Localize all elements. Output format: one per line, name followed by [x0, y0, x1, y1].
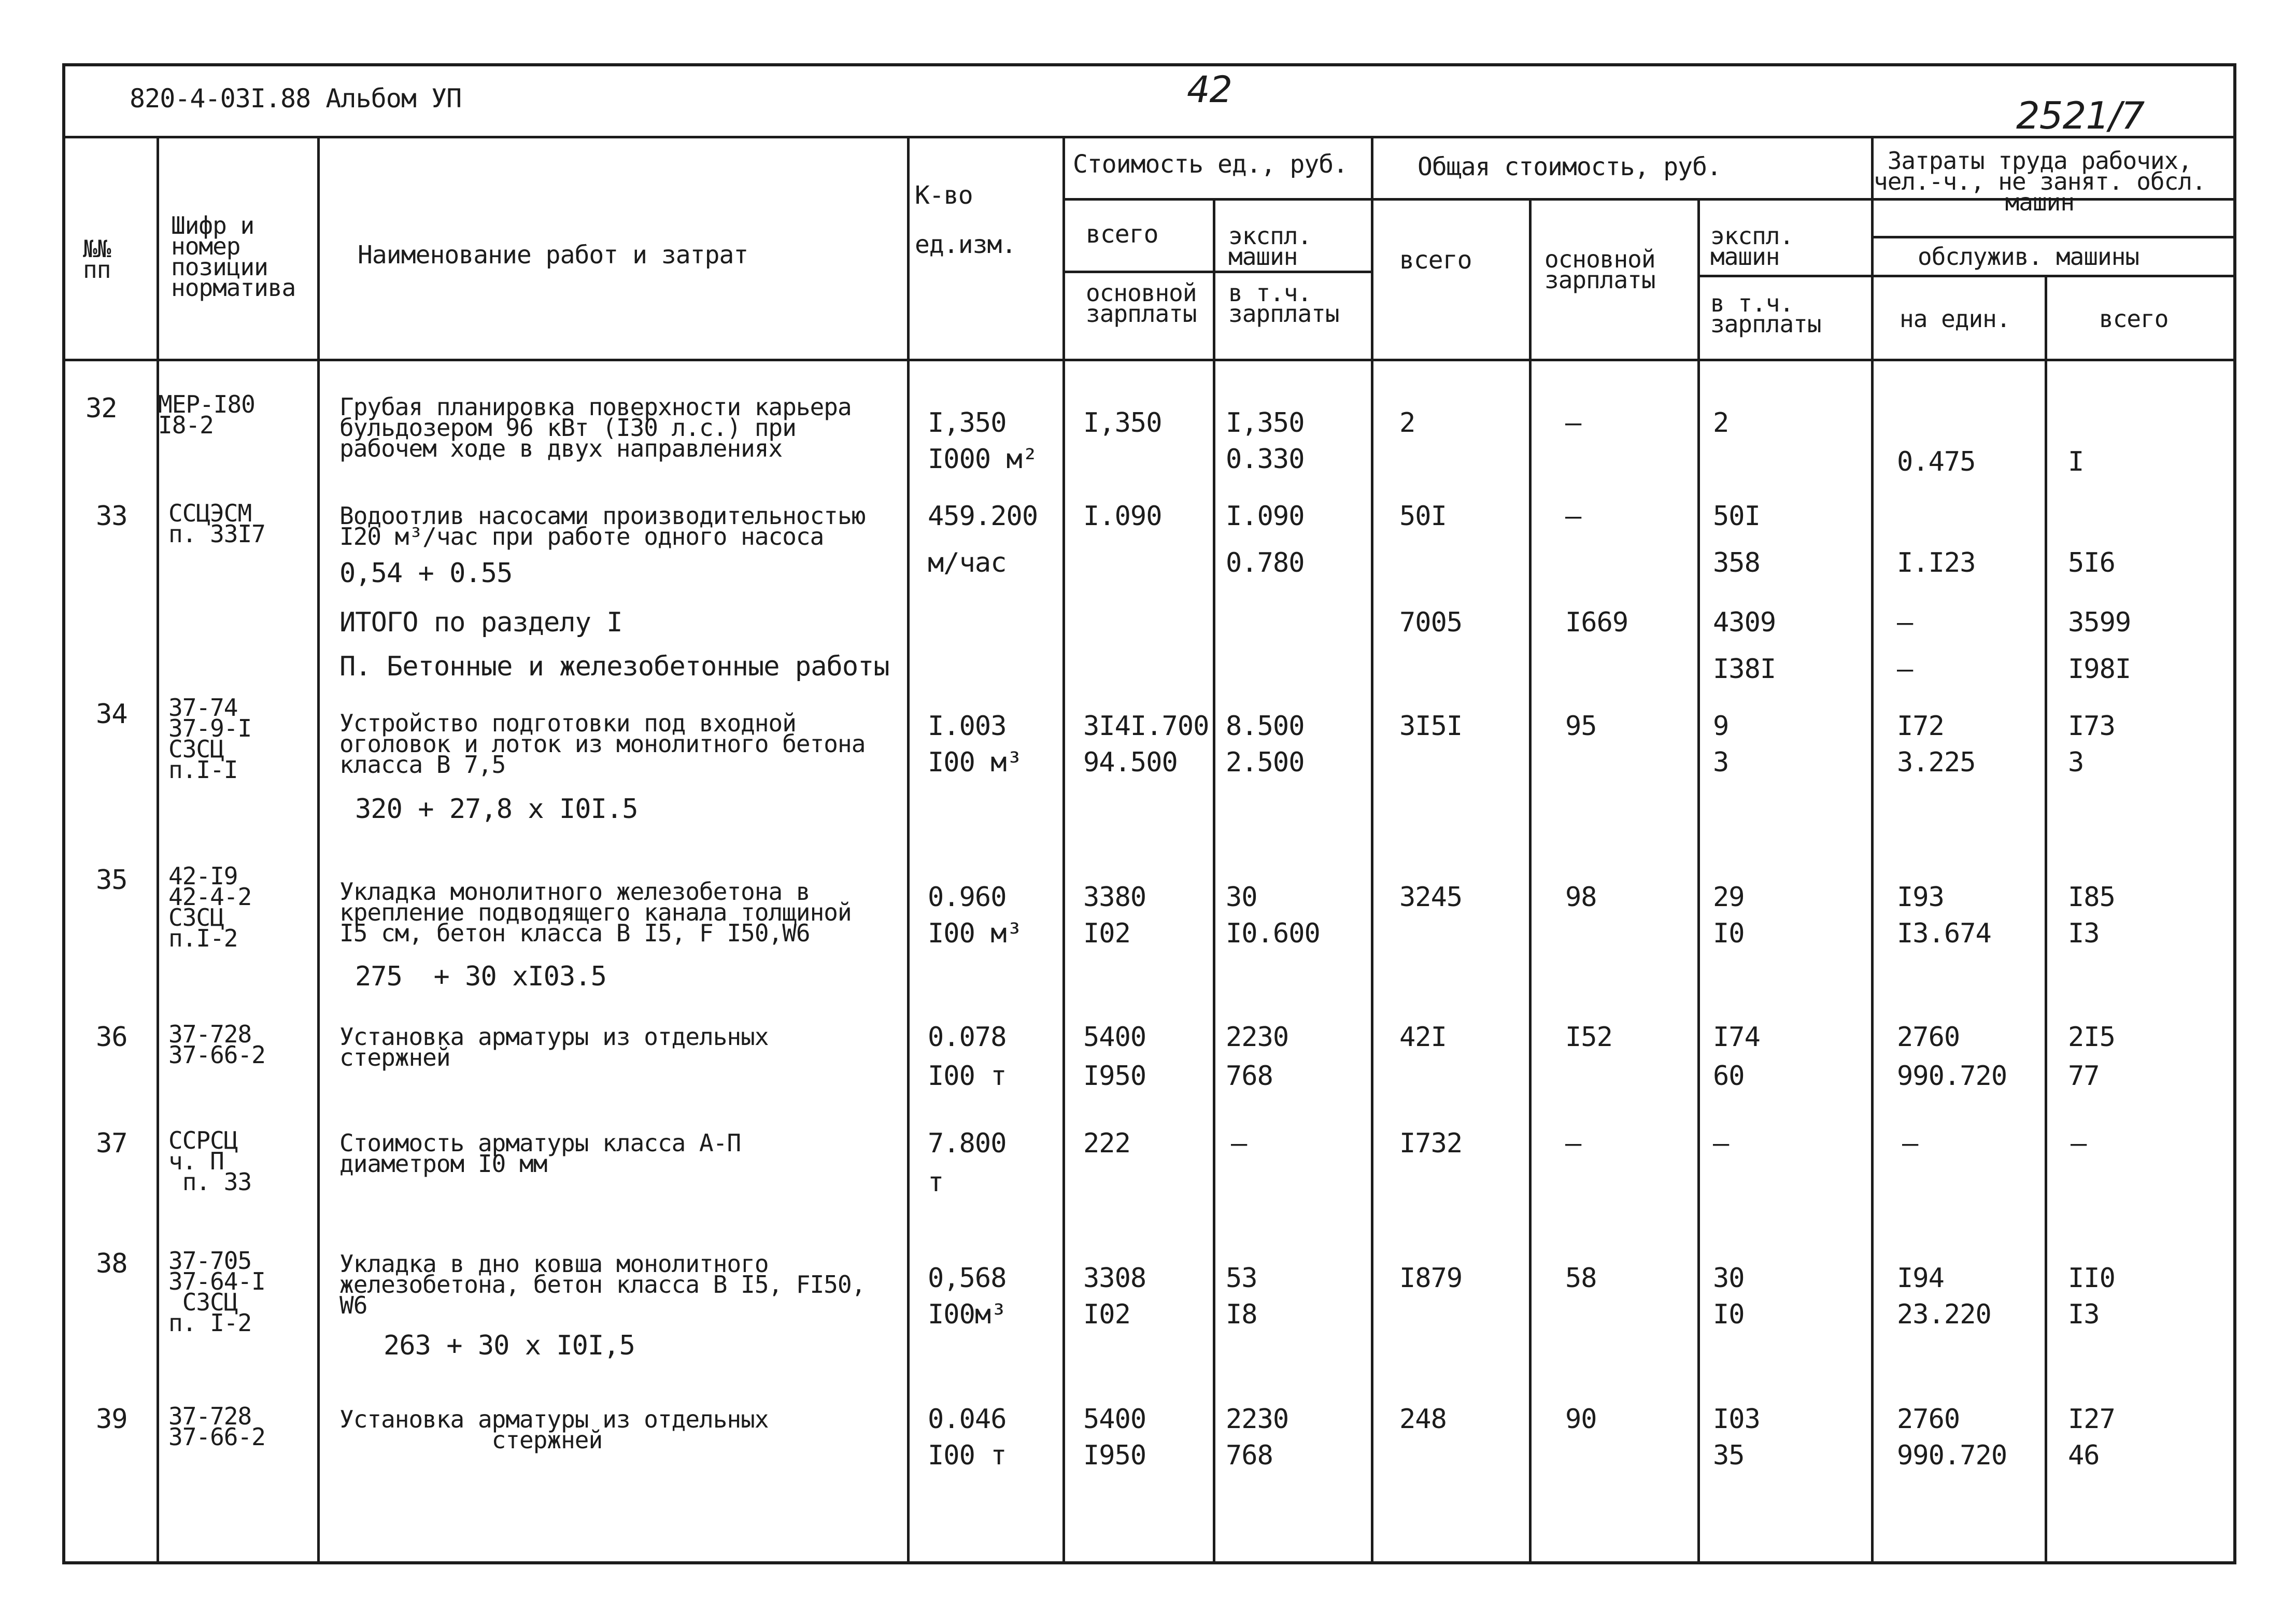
row-num: 32: [86, 393, 117, 424]
row-unit-salary: I02: [1083, 918, 1130, 949]
header-unit-mach: экспл. машин: [1228, 222, 1312, 271]
row-num: 39: [96, 1404, 127, 1435]
row-unit-total: 222: [1083, 1128, 1130, 1159]
row-labor-unit: 2760: [1897, 1022, 1960, 1053]
row-labor-unit: –: [1902, 1128, 1918, 1159]
row-code: 37-728 37-66-2: [168, 1020, 265, 1069]
row-unit-mach: 53: [1226, 1263, 1257, 1294]
row-qty: 0.078: [928, 1022, 1007, 1053]
header-name: Наименование работ и затрат: [358, 241, 748, 270]
row-total: 42I: [1399, 1022, 1447, 1053]
row-num: 35: [96, 865, 127, 896]
row-labor-total: II0: [2068, 1263, 2115, 1294]
row-labor-total-2: 3: [2068, 747, 2084, 778]
row-labor-unit: 0.475: [1897, 446, 1976, 477]
row-total-basic: I669: [1565, 607, 1628, 638]
row-unit: I00 м³: [928, 918, 1022, 949]
row-total: 3245: [1399, 882, 1463, 913]
row-total: 50I: [1399, 501, 1447, 532]
header-unit-cost: Стоимость ед., руб.: [1073, 150, 1348, 179]
row-num: 37: [96, 1128, 127, 1159]
row-unit-mach-sal: I8: [1226, 1299, 1257, 1330]
row-total-mach: 29: [1713, 882, 1745, 913]
row-unit-mach: I,350: [1226, 407, 1305, 439]
row-total-mach: 50I: [1713, 501, 1760, 532]
header-total-cost: Общая стоимость, руб.: [1418, 152, 1721, 181]
section-heading: П. Бетонные и железобетонные работы: [339, 651, 889, 682]
header-total-basic: основной зарплаты: [1544, 245, 1655, 294]
row-labor-total: I98I: [2068, 654, 2131, 685]
row-labor-total-2: 77: [2068, 1061, 2100, 1092]
row-labor-total-2: I3: [2068, 1299, 2100, 1330]
row-unit: I00 т: [928, 1440, 1007, 1471]
row-labor-unit: I94: [1897, 1263, 1944, 1294]
row-total-basic: 95: [1565, 711, 1597, 742]
row-code: 42-I9 42-4-2 СЗСЦ п.I-2: [168, 862, 252, 952]
row-num: 38: [96, 1248, 127, 1279]
row-total: I732: [1399, 1128, 1463, 1159]
row-name: Стоимость арматуры класса А-П диаметром I0 мм: [339, 1129, 741, 1178]
row-unit-mach-sal: I0.600: [1226, 918, 1320, 949]
row-unit-salary: I950: [1083, 1440, 1146, 1471]
header-labor-per-unit: на един.: [1900, 305, 2010, 333]
header-labor: Затраты труда рабочих, чел.-ч., не занят. обсл. машин: [1874, 147, 2206, 216]
row-labor-unit-2: 990.720: [1897, 1061, 2007, 1092]
row-num: 34: [96, 699, 127, 730]
header-unit-total: всего: [1086, 220, 1158, 249]
row-code: МЕР-I80 I8-2: [158, 390, 255, 439]
row-labor-total: I73: [2068, 711, 2115, 742]
row-name: Установка арматуры из отдельных стержней: [339, 1405, 769, 1454]
row-unit: I000 м²: [928, 444, 1038, 475]
row-qty: 0.960: [928, 882, 1007, 913]
row-total-basic: 98: [1565, 882, 1597, 913]
row-unit-mach: 2230: [1226, 1022, 1289, 1053]
row-name: Водоотлив насосами производительностью I20 м³/час при работе одного насоса: [339, 502, 866, 550]
row-total-basic: 58: [1565, 1263, 1597, 1294]
header-total-mach-sal: в т.ч. зарплаты: [1710, 289, 1821, 338]
row-formula: 320 + 27,8 x I0I.5: [355, 794, 638, 825]
row-labor-unit: –: [1897, 607, 1913, 638]
row-qty: 459.200: [928, 501, 1038, 532]
handwritten-ref: 2521/7: [2016, 94, 2145, 137]
header-total-mach: экспл. машин: [1710, 222, 1794, 271]
row-total-mach: 30: [1713, 1263, 1745, 1294]
row-unit-mach-sal: 0.330: [1226, 444, 1305, 475]
row-formula: 0,54 + 0.55: [339, 558, 513, 589]
header-num: №№ пп: [83, 235, 111, 284]
row-qty: I.003: [928, 711, 1007, 742]
row-unit-total: 3308: [1083, 1263, 1146, 1294]
rule-mach-sub: [1697, 275, 2236, 277]
header-code: Шифр и номер позиции норматива: [171, 211, 296, 302]
row-code: ССРСЦ ч. П п. 33: [168, 1126, 252, 1196]
rule-unit-sub: [1062, 271, 1373, 273]
row-total-basic: –: [1565, 1128, 1581, 1159]
row-unit-mach-sal: 768: [1226, 1061, 1273, 1092]
row-unit-mach: 8.500: [1226, 711, 1305, 742]
row-total-mach: I74: [1713, 1022, 1760, 1053]
row-labor-total: I85: [2068, 882, 2115, 913]
row-unit-salary: I02: [1083, 1299, 1130, 1330]
row-total-mach: 4309: [1713, 607, 1776, 638]
row-total-mach: 9: [1713, 711, 1729, 742]
page-number: 42: [1187, 68, 1232, 111]
row-labor-unit: I.I23: [1897, 547, 1976, 578]
vline-5: [1213, 198, 1215, 1564]
vline-2: [317, 136, 320, 1564]
row-labor-total-2: 46: [2068, 1440, 2100, 1471]
row-name: Установка арматуры из отдельных стержней: [339, 1023, 769, 1071]
header-unit: ед.изм.: [915, 230, 1016, 259]
row-total-mach: 2: [1713, 407, 1729, 439]
row-total: 3I5I: [1399, 711, 1463, 742]
row-total-mach: I03: [1713, 1404, 1760, 1435]
header-labor-service: обслужив. машины: [1918, 243, 2139, 271]
row-labor-unit-2: I3.674: [1897, 918, 1991, 949]
row-name: Грубая планировка поверхности карьера бульдозером 96 кВт (I30 л.с.) при рабочем ходе в двух направлениях: [339, 393, 852, 462]
section-total-label: ИТОГО по разделу I: [339, 607, 622, 638]
row-unit: I00м³: [928, 1299, 1007, 1330]
row-code: 37-728 37-66-2: [168, 1402, 265, 1451]
row-total-mach-sal: I0: [1713, 918, 1745, 949]
vline-1: [157, 136, 159, 1564]
row-unit: м/час: [928, 547, 1007, 578]
row-labor-unit: –: [1897, 654, 1913, 685]
row-total: 7005: [1399, 607, 1463, 638]
header-total-total: всего: [1399, 246, 1472, 275]
row-num: 36: [96, 1022, 127, 1053]
row-labor-unit-2: 23.220: [1897, 1299, 1991, 1330]
row-unit-mach: 30: [1226, 882, 1257, 913]
row-labor-unit: 2760: [1897, 1404, 1960, 1435]
header-unit-basic: основной зарплаты: [1086, 279, 1197, 328]
row-name: Укладка в дно ковша монолитного железобетона, бетон класса В I5, FI50, W6: [339, 1250, 866, 1319]
row-unit-total: 3I4I.700: [1083, 711, 1209, 742]
header-unit-mach-sal: в т.ч. зарплаты: [1228, 279, 1339, 328]
row-code: 37-74 37-9-I СЗСЦ п.I-I: [168, 694, 252, 784]
row-labor-total: I27: [2068, 1404, 2115, 1435]
row-total-basic: –: [1565, 407, 1581, 439]
row-qty: 7.800: [928, 1128, 1007, 1159]
header-labor-total: всего: [2099, 305, 2169, 333]
row-total: I879: [1399, 1263, 1463, 1294]
row-labor-total: –: [2071, 1128, 2087, 1159]
rule-labor-sub: [1871, 236, 2236, 238]
row-qty: I,350: [928, 407, 1007, 439]
row-labor-total-2: I3: [2068, 918, 2100, 949]
row-total-mach: –: [1713, 1128, 1729, 1159]
row-total: 2: [1399, 407, 1415, 439]
vline-7: [1529, 198, 1532, 1564]
row-unit-total: 5400: [1083, 1022, 1146, 1053]
vline-4: [1062, 136, 1065, 1564]
row-qty: 0,568: [928, 1263, 1007, 1294]
row-total-mach-sal: 35: [1713, 1440, 1745, 1471]
vline-9: [1871, 136, 1874, 1564]
row-unit-salary: I950: [1083, 1061, 1146, 1092]
vline-10: [2045, 275, 2047, 1564]
row-unit-total: 5400: [1083, 1404, 1146, 1435]
row-name: Устройство подготовки под входной оголовок и лоток из монолитного бетона класса В 7,5: [339, 709, 866, 779]
vline-8: [1697, 198, 1700, 1564]
row-code: 37-705 37-64-I СЗСЦ п. I-2: [168, 1247, 265, 1337]
row-num: 33: [96, 501, 127, 532]
vline-6: [1371, 136, 1373, 1564]
row-unit-mach-sal: 768: [1226, 1440, 1273, 1471]
row-unit-mach: 2230: [1226, 1404, 1289, 1435]
row-unit: I00 т: [928, 1061, 1007, 1092]
vline-3: [907, 136, 910, 1564]
row-name: Укладка монолитного железобетона в крепление подводящего канала толщиной I5 см, бетон класса В I5, F I50,W6: [339, 878, 852, 947]
row-labor-unit-2: 990.720: [1897, 1440, 2007, 1471]
header-qty: К-во: [915, 181, 973, 210]
row-formula: 275 + 30 xI03.5: [355, 961, 606, 992]
row-unit: т: [928, 1167, 944, 1198]
row-total-basic: I52: [1565, 1022, 1612, 1053]
row-unit-salary: 94.500: [1083, 747, 1178, 778]
row-total-mach-sal: 60: [1713, 1061, 1745, 1092]
row-labor-total: 2I5: [2068, 1022, 2115, 1053]
row-total: 248: [1399, 1404, 1447, 1435]
row-labor-unit-2: 3.225: [1897, 747, 1976, 778]
row-unit-total: I.090: [1083, 501, 1162, 532]
row-unit-total: 3380: [1083, 882, 1146, 913]
row-unit: I00 м³: [928, 747, 1022, 778]
row-total-mach: I38I: [1713, 654, 1776, 685]
row-total-mach-sal: 358: [1713, 547, 1760, 578]
row-total-basic: 90: [1565, 1404, 1597, 1435]
row-unit-mach-sal: 0.780: [1226, 547, 1305, 578]
rule-header-bottom: [62, 359, 2236, 361]
row-total-basic: –: [1565, 501, 1581, 532]
row-total-mach-sal: 3: [1713, 747, 1729, 778]
row-labor-total: 5I6: [2068, 547, 2115, 578]
row-labor-unit: I93: [1897, 882, 1944, 913]
rule-header-top: [62, 136, 2236, 138]
row-unit-mach-sal: 2.500: [1226, 747, 1305, 778]
row-unit-mach: –: [1231, 1128, 1247, 1159]
row-qty: 0.046: [928, 1404, 1007, 1435]
row-unit-mach: I.090: [1226, 501, 1305, 532]
row-formula: 263 + 30 x I0I,5: [384, 1330, 635, 1361]
doc-code: 820-4-03I.88 Альбом УП: [130, 83, 462, 114]
row-labor-total: 3599: [2068, 607, 2131, 638]
row-labor-total: I: [2068, 446, 2084, 477]
row-labor-unit: I72: [1897, 711, 1944, 742]
row-code: ССЦЭСМ п. 33I7: [168, 499, 265, 548]
row-total-mach-sal: I0: [1713, 1299, 1745, 1330]
row-unit-total: I,350: [1083, 407, 1162, 439]
